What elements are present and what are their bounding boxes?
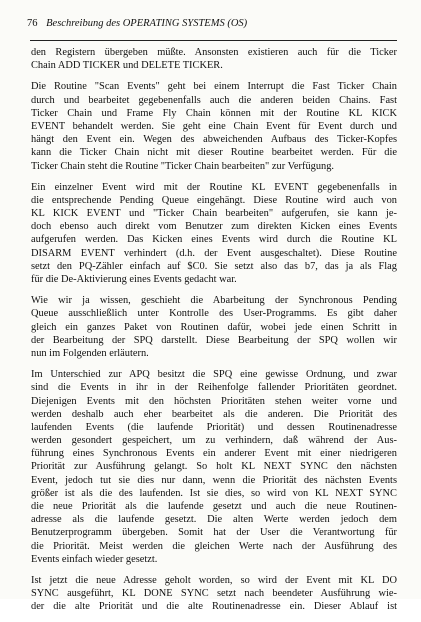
text-line: durch und bearbeitet gegebenenfalls auch die anderen beiden Chains. Fast (31, 94, 397, 106)
text-line: SYNC ausgeführt, KL DONE SYNC setzt nach beendeter Ausführung wie- (31, 588, 397, 600)
text-line: die entsprechende Pending Queue eingehängt. Diese Routine wird auch von (31, 194, 397, 206)
text-line: für die De-Aktivierung eines Events gedacht war. (31, 274, 237, 285)
running-title: Beschreibung des OPERATING SYSTEMS (OS) (46, 18, 248, 29)
text-line: nun im Folgenden erläutern. (31, 347, 149, 359)
text-line: die Priorität. Meist werden die gleichen Werte nach der Ausführung des (31, 540, 397, 552)
text-line: den Registern übergeben müßte. Ansonsten existieren auch für die Ticker (31, 47, 397, 58)
text-line: EVENT behandelt werden. Sie geht eine Chain Event für Event durch und (31, 120, 397, 132)
text-line: Diejenigen Events mit den höchsten Prioritäten stehen weiter vorne und (31, 395, 397, 407)
text-line: werden gesondert gespeichert, um zu verhindern, daß während der Aus- (31, 435, 397, 447)
text-line: der die alte Priorität und die alte Routinenadresse ein. Dieser Ablauf ist (31, 601, 397, 613)
text-line: die neue Priorität als die laufende gesetzt und auch die neue Routinen- (31, 501, 397, 512)
body-text (31, 46, 397, 622)
text-line: werden deshalb auch eher bearbeitet als die anderen. Die Priorität des (31, 408, 397, 420)
text-line: sind die Events in ihr in der Reihenfolge fallender Prioritäten geordnet. (31, 382, 397, 394)
text-line: Ticker Chain und Frame Fly Chain können mit der Routine KL KICK (31, 107, 397, 119)
text-line: kann die Ticker Chain nicht mit dieser Routine bearbeitet werden. Für die (31, 147, 397, 159)
text-line: setzt den PQ-Zähler einfach auf $C0. Sie setzt also das b7, das ja als Flag (31, 260, 397, 272)
text-line: Die Routine "Scan Events" geht bei einem Interrupt die Fast Ticker Chain (31, 81, 397, 93)
text-line: Ein einzelner Event wird mit der Routine KL EVENT gegebenenfalls in (31, 181, 397, 193)
text-line: KL KICK EVENT und "Ticker Chain bearbeiten" aufgerufen, sie kann je- (31, 208, 397, 220)
text-line: laufenden Events (die laufende Priorität) und dessen Routinenadresse (31, 421, 397, 433)
text-line: Events einfach wieder gesetzt. (31, 553, 158, 565)
paragraph (31, 574, 397, 614)
text-line: adresse als die laufende gesetzt. Die alten Werte werden jedoch dem (31, 514, 397, 526)
page-header (27, 17, 397, 31)
paragraph (31, 181, 397, 287)
header-rule (30, 40, 397, 41)
paragraph (31, 368, 397, 566)
paragraph (31, 80, 397, 172)
text-line: Wie wir ja wissen, geschieht die Abarbeitung der Synchronous Pending (31, 295, 397, 307)
paragraph (31, 294, 397, 360)
text-line: hängt den Event ein. Wegen des abweichenden Aufbaus des Ticker-Kopfes (31, 134, 397, 146)
text-line: Im Unterschied zur APQ besitzt die SPQ eine gewisse Ordnung, und zwar (31, 369, 397, 381)
text-line: DISARM EVENT verhindert (d.h. der Event ausgeschaltet). Diese Routine (31, 247, 397, 259)
text-line: Event, jedoch tut sie dies nur dann, wenn die Priorität des nächsten Events (31, 474, 397, 486)
paragraph (31, 46, 397, 72)
text-line: Ist jetzt die neue Adresse geholt worden, so wird der Event mit KL DO (31, 574, 397, 586)
text-line: gleich ein ganzes Paket von Routinen dafür, wobei jede einen Schritt in (31, 321, 397, 333)
text-line: größer ist als die des laufenden. Ist sie dies, so wird von KL NEXT SYNC (31, 487, 397, 499)
text-line: aufgerufen werden. Das Kicken eines Events wird durch die Routine KL (31, 234, 397, 246)
text-line: doch ebenso auch direkt vom Benutzer zum direkten Kicken eines Events (31, 221, 397, 233)
text-line: Ticker Chain steht die Routine "Ticker Chain bearbeiten" zur Verfügung. (31, 160, 335, 172)
text-line: der Bearbeitung der SPQ darstellt. Diese Bearbeitung der SPQ wollen wir (31, 334, 397, 346)
text-line: Benutzerprogramm übergeben. Somit hat der User die Verantwortung für (31, 527, 397, 539)
page-number: 76 (27, 18, 38, 29)
text-line: Chain ADD TICKER und DELETE TICKER. (31, 60, 223, 72)
text-line: Priorität zur Ausführung gelangt. So holt KL NEXT SYNC den nächsten (31, 461, 397, 473)
text-line: führung eines Synchronous Events ein anderer Event mit einer niedrigeren (31, 448, 397, 460)
text-line: Queue ausschließlich unter Kontrolle des User-Programms. Es gibt daher (31, 308, 397, 320)
